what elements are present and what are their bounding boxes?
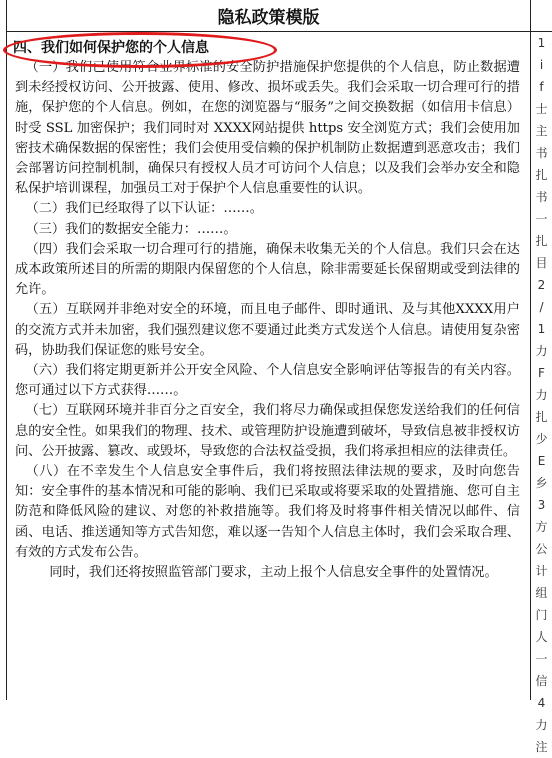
adjacent-page-char: 3 — [537, 498, 546, 512]
adjacent-page-char: F — [538, 366, 545, 380]
adjacent-page-char: 力 — [535, 718, 548, 732]
adjacent-page-char: 公 — [535, 542, 548, 556]
section-heading: 四、我们如何保护您的个人信息 — [13, 40, 209, 56]
adjacent-page-char: 门 — [535, 608, 548, 622]
adjacent-page-char: 书 — [535, 146, 548, 160]
adjacent-page-char: 扎 — [535, 234, 548, 248]
adjacent-page-text — [531, 32, 552, 758]
adjacent-page-char: f — [539, 80, 544, 94]
adjacent-page-char: 计 — [535, 564, 548, 578]
adjacent-page-char: 信 — [535, 674, 548, 688]
adjacent-page-char: 2 — [537, 278, 546, 292]
paragraph-5: （五）互联网并非绝对安全的环境，而且电子邮件、即时通讯、及与其他XXXX用户的交流方式并未加密，我们强烈建议您不要通过此类方式发送个人信息。请使用复杂密码，协助我们保证您的账号安全。 — [15, 302, 520, 358]
paragraph-2: （二）我们已经取得了以下认证：……。 — [25, 201, 263, 217]
adjacent-page-char: 士 — [535, 102, 548, 116]
adjacent-page-char: 扎 — [535, 168, 548, 182]
adjacent-page-char: 乡 — [535, 476, 548, 490]
adjacent-page-char: 注 — [535, 740, 548, 754]
adjacent-page-char: 组 — [535, 586, 548, 600]
adjacent-page-char: i — [539, 58, 544, 72]
paragraph-final: 同时，我们还将按照监管部门要求，主动上报个人信息安全事件的处置情况。 — [49, 565, 498, 581]
section-body — [7, 58, 530, 583]
adjacent-page-char: 力 — [535, 388, 548, 402]
adjacent-page-edge — [530, 0, 552, 754]
paragraph-3: （三）我们的数据安全能力：……。 — [25, 221, 237, 237]
paragraph-6: （六）我们将定期更新并公开安全风险、个人信息安全影响评估等报告的有关内容。您可通过以下方式获得……。 — [15, 363, 520, 399]
adjacent-page-char: 一 — [535, 652, 548, 666]
adjacent-page-char: 方 — [535, 520, 548, 534]
adjacent-page-char: 1 — [537, 322, 546, 336]
adjacent-page-char: 扎 — [535, 410, 548, 424]
adjacent-page-header — [531, 0, 552, 32]
adjacent-page-char: 少 — [535, 432, 548, 446]
section-heading-wrapper — [13, 38, 209, 58]
adjacent-page-char: 一 — [535, 212, 548, 226]
document-page — [6, 0, 531, 700]
adjacent-page-char: 目 — [535, 256, 548, 270]
adjacent-page-char: 力 — [535, 344, 548, 358]
adjacent-page-char: 书 — [535, 190, 548, 204]
adjacent-page-char: 主 — [535, 124, 548, 138]
adjacent-page-char: E — [537, 454, 546, 468]
adjacent-page-char: / — [539, 300, 544, 314]
adjacent-page-char: 1 — [537, 36, 546, 50]
adjacent-page-char: 4 — [537, 696, 546, 710]
paragraph-8: （八）在不幸发生个人信息安全事件后，我们将按照法律法规的要求，及时向您告知：安全事件的基本情况和可能的影响、我们已采取或将要采取的处置措施、您可自主防范和降低风险的建议、对您的补救措施等。我们将及时将事件相关情况以邮件、信函、电话、推送通知等方式告知您，难以逐一告知个人信息主体时，我们会采取合理、有效的方式发布公告。 — [15, 464, 520, 560]
paragraph-4: （四）我们会采取一切合理可行的措施，确保未收集无关的个人信息。我们只会在达成本政策所述目的所需的期限内保留您的个人信息，除非需要延长保留期或受到法律的允许。 — [15, 241, 520, 298]
paragraph-7: （七）互联网环境并非百分之百安全，我们将尽力确保或担保您发送给我们的任何信息的安全性。如果我们的物理、技术、或管理防护设施遭到破坏，导致信息被非授权访问、公开披露、篡改、或毁坏，导致您的合法权益受损，我们将承担相应的法律责任。 — [15, 403, 520, 459]
paragraph-1: （一）我们已使用符合业界标准的安全防护措施保护您提供的个人信息，防止数据遭到未经授权访问、公开披露、使用、修改、损坏或丢失。我们会采取一切合理可行的措施，保护您的个人信息。例如，在您的浏览器与“服务”之间交换数据（如信用卡信息）时受 SSL 加密保护；我们同时对 XXXX网站提供 https 安全浏览方式；我们会使用加密技术确保数据的保密性；我们会使用受信赖的保护机制防止数据遭到恶意攻击；我们会部署访问控制机制，确保只有授权人员才可访问个人信息；以及我们会举办安全和隐私保护培训课程，加强员工对于保护个人信息重要性的认识。 — [15, 60, 520, 197]
page-title: 隐私政策模版 — [7, 0, 530, 32]
adjacent-page-char: 人 — [535, 630, 548, 644]
